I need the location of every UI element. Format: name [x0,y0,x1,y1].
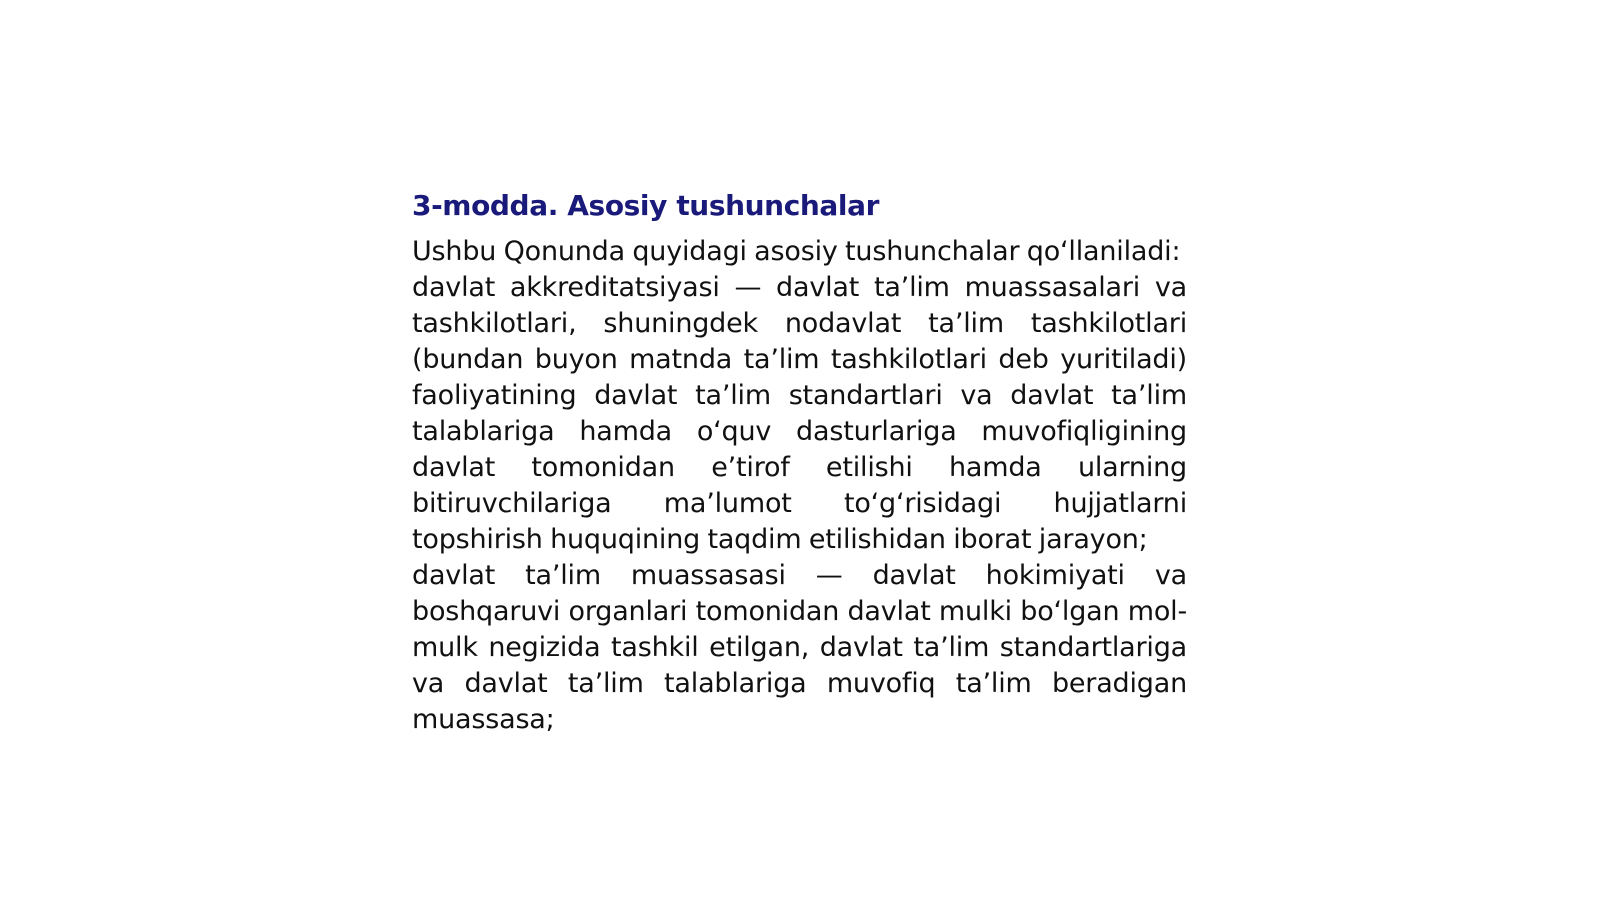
article-heading: 3-modda. Asosiy tushunchalar [412,189,880,222]
definition-accreditation: davlat akkreditatsiyasi — davlat ta’lim muassasalari va tashkilotlari, shuningdek nodavlat ta’lim tashkilotlari (bundan buyon matnda ta’lim tashkilotlari deb yuritiladi) faoliyatining davlat ta’lim standartlari va davlat ta’lim talablariga hamda o‘quv dasturlariga muvofiqligining davlat tomonidan e’tirof etilishi hamda ularning bitiruvchilariga ma’lumot to‘g‘risidagi hujjatlarni topshirish huquqining taqdim etilishidan iborat jarayon; [412,272,1187,555]
definition-state-institution: davlat ta’lim muassasasi — davlat hokimiyati va boshqaruvi organlari tomonidan davlat mulki bo‘lgan mol-mulk negizida tashkil etilgan, davlat ta’lim standartlariga va davlat ta’lim talablariga muvofiq ta’lim beradigan muassasa; [412,560,1187,735]
article-text-block [412,186,1187,738]
intro-paragraph: Ushbu Qonunda quyidagi asosiy tushunchalar qo‘llaniladi: [412,236,1181,267]
